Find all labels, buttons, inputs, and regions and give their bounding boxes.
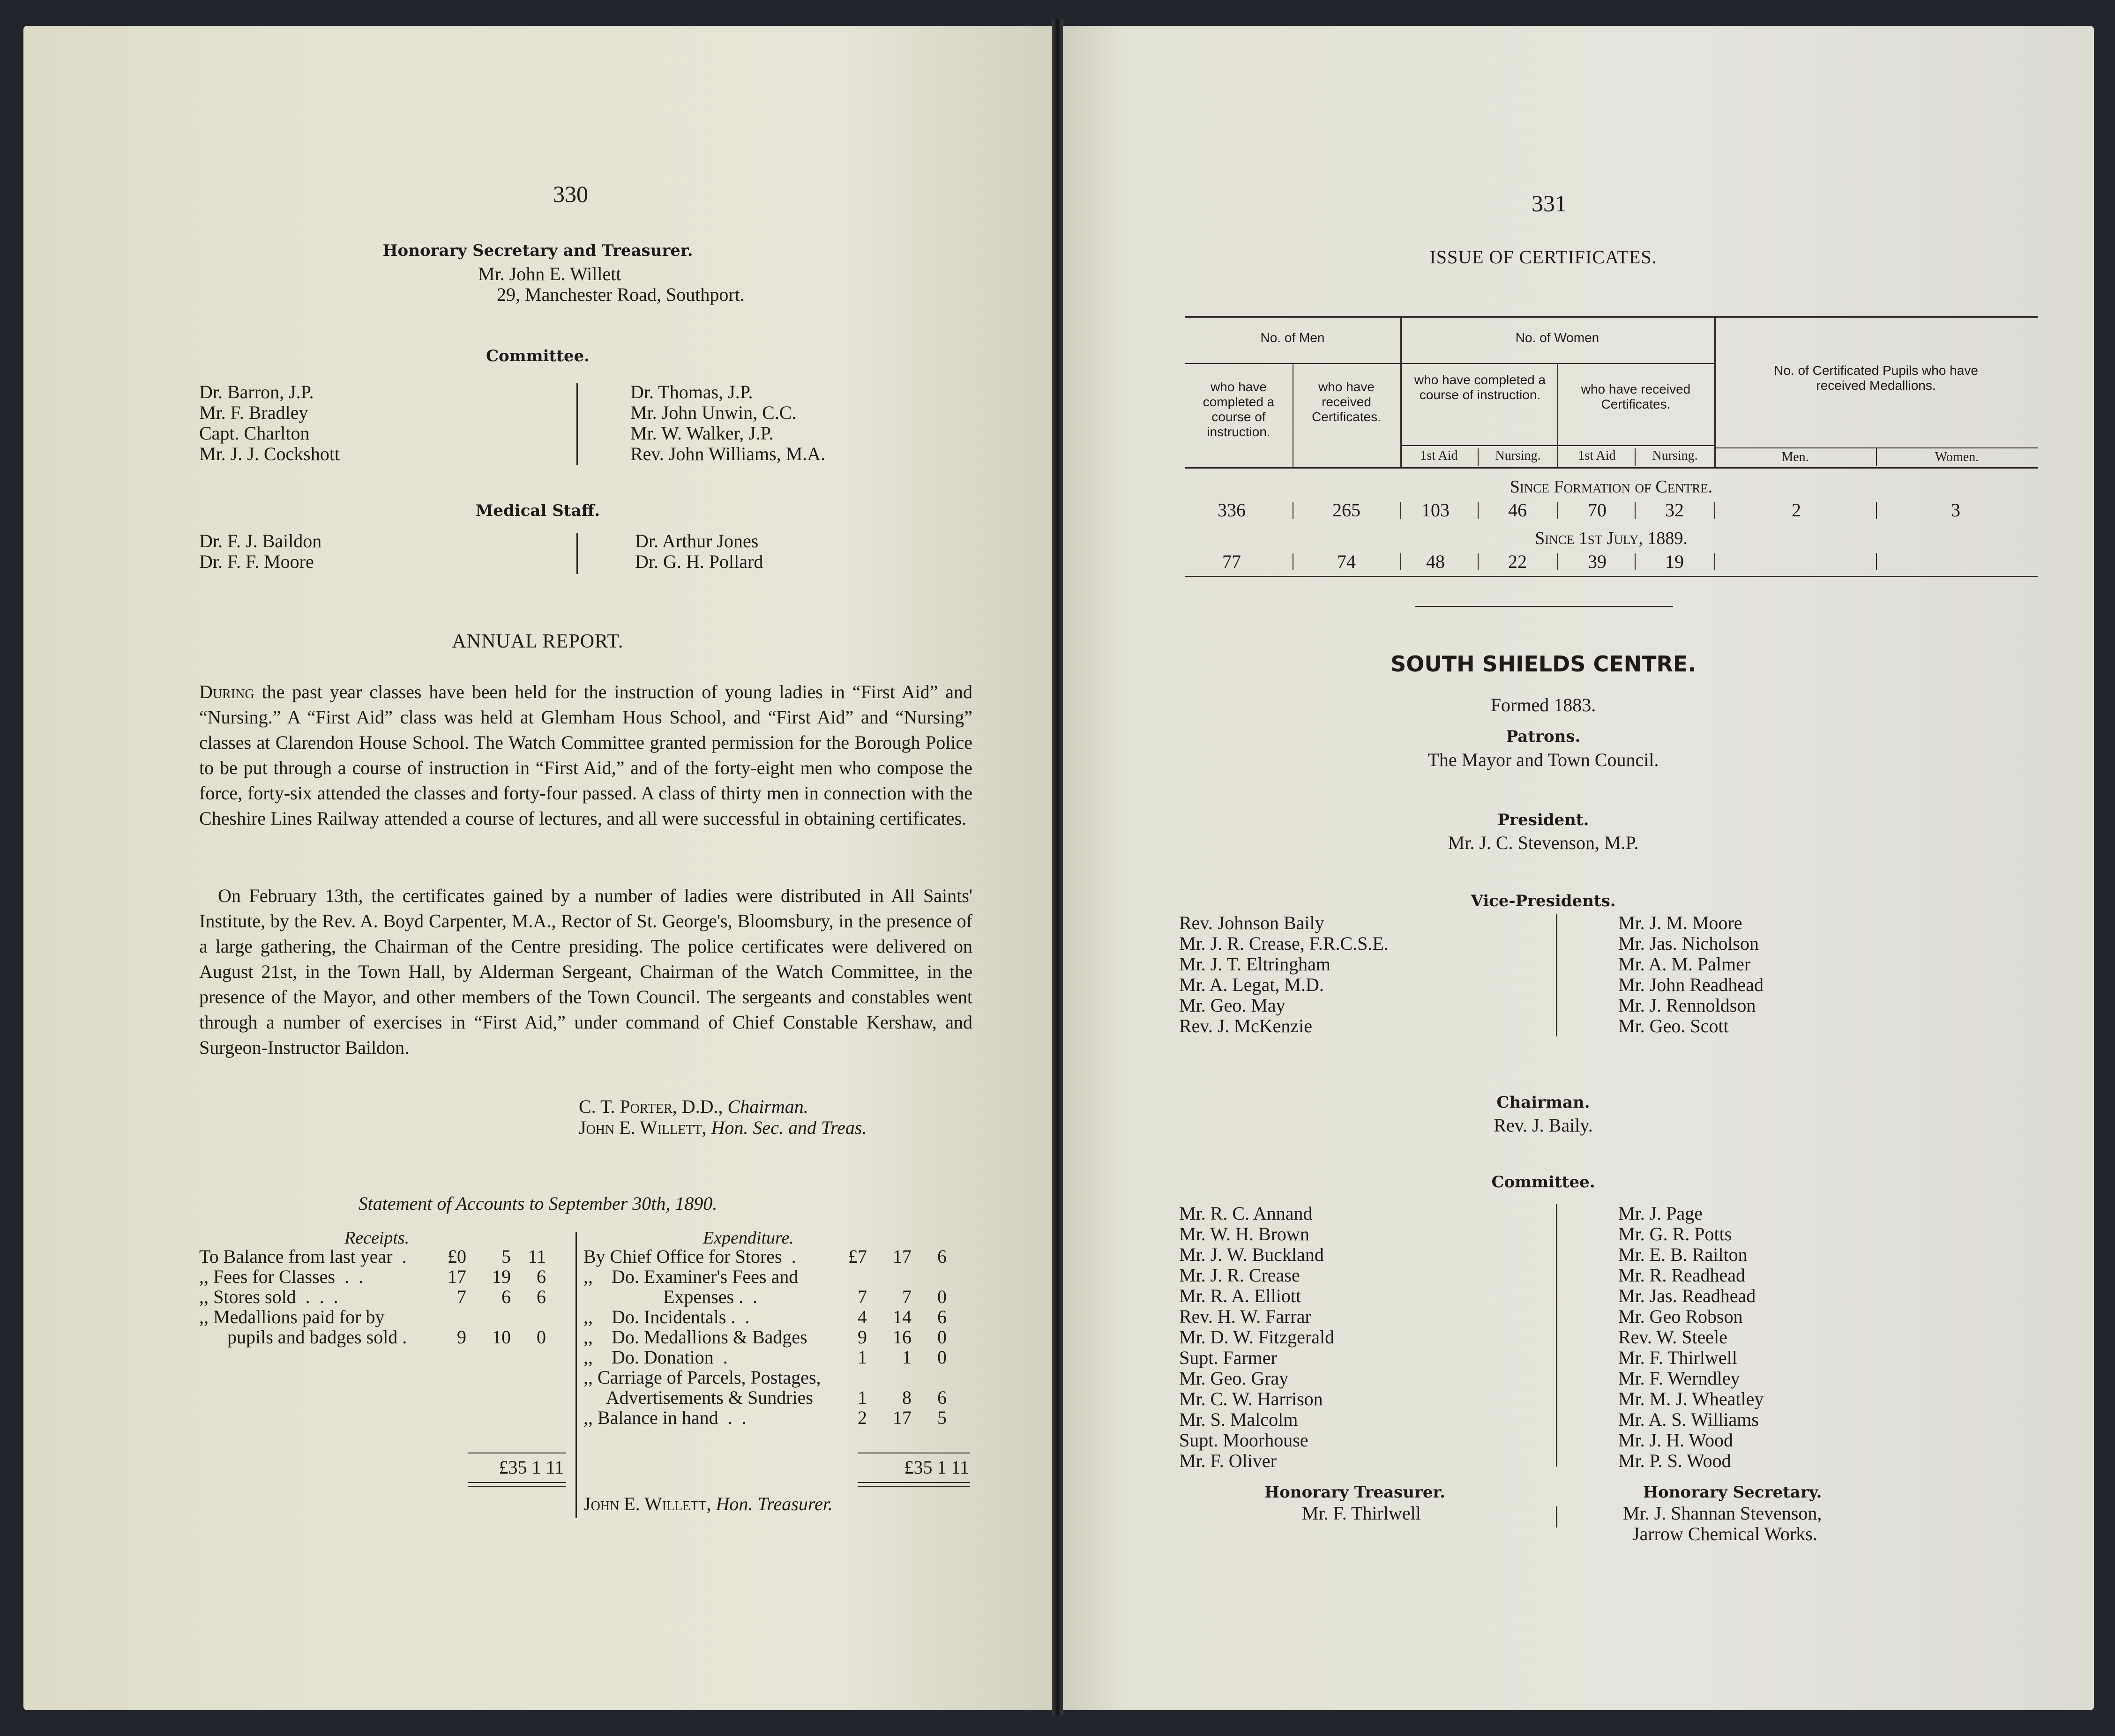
shillings-value: 7 <box>902 1286 912 1307</box>
shillings-value: 1 <box>902 1347 912 1368</box>
table-cell: 103 <box>1421 499 1450 521</box>
list-item: Mr. J. Rennoldson <box>1618 995 1756 1016</box>
shillings-value: 19 <box>492 1266 511 1287</box>
pounds-value: 9 <box>457 1326 466 1348</box>
pounds-value: £7 <box>848 1246 867 1267</box>
col-divider <box>1478 448 1479 466</box>
account-row <box>583 1347 972 1367</box>
col-divider <box>1876 448 1877 466</box>
pounds-value: 17 <box>448 1266 466 1287</box>
list-item: Mr. A. M. Palmer <box>1618 954 1751 975</box>
pence-value: 0 <box>937 1326 947 1348</box>
table-cell: 46 <box>1508 499 1527 521</box>
right-page <box>1063 26 2094 1710</box>
cell-separator <box>1635 502 1636 519</box>
list-item: Dr. F. F. Moore <box>199 551 314 572</box>
header-men-received: who have received Certificates. <box>1312 380 1381 424</box>
account-row <box>583 1367 972 1387</box>
statement-title: Statement of Accounts to September 30th, 1890. <box>358 1193 717 1214</box>
list-item: Mr. D. W. Fitzgerald <box>1179 1326 1335 1348</box>
cell-separator <box>1478 502 1479 519</box>
pounds-value: 1 <box>858 1387 867 1408</box>
page-number: 330 <box>553 181 588 207</box>
shillings-value: 6 <box>501 1286 511 1307</box>
report-paragraph-1 <box>199 679 972 831</box>
header-first-aid: 1st Aid <box>1578 448 1616 463</box>
account-row <box>199 1327 569 1347</box>
signature-name: John E. Willett, <box>579 1117 707 1138</box>
hon-secretary: Mr. J. Shannan Stevenson, <box>1623 1503 1822 1524</box>
table-cell: 74 <box>1337 551 1356 572</box>
certificates-table <box>1185 288 2038 579</box>
table-cell: 70 <box>1588 499 1607 521</box>
shillings-value: 14 <box>893 1306 912 1327</box>
account-label: Advertisements & Sundries <box>583 1387 813 1408</box>
table-cell: 22 <box>1508 551 1527 572</box>
table-row <box>1185 551 2038 574</box>
list-item: Dr. Arthur Jones <box>635 530 759 551</box>
cell-separator <box>1635 553 1636 570</box>
list-item: Mr. A. Legat, M.D. <box>1179 974 1324 995</box>
table-bottom-rule <box>1185 576 2038 577</box>
president: Mr. J. C. Stevenson, M.P. <box>1448 832 1639 853</box>
list-item: Mr. W. Walker, J.P. <box>630 423 774 444</box>
table-cell: 32 <box>1665 499 1684 521</box>
hon-sec-name: Mr. John E. Willett <box>478 263 621 284</box>
account-label: ,, Fees for Classes . . <box>199 1266 363 1287</box>
list-item: Mr. J. Page <box>1618 1203 1703 1224</box>
pounds-value: 2 <box>858 1407 867 1428</box>
since-july-label: Since 1st July, 1889. <box>1535 529 1688 548</box>
section-rule <box>1415 606 1673 607</box>
list-item: Supt. Moorhouse <box>1179 1430 1308 1451</box>
list-item: Rev. J. McKenzie <box>1179 1015 1312 1036</box>
account-row <box>583 1327 972 1347</box>
list-item: Mr. R. A. Elliott <box>1179 1285 1301 1306</box>
committee-left-list <box>1179 1203 1334 1471</box>
pence-value: 6 <box>937 1246 947 1267</box>
list-item: Mr. John Unwin, C.C. <box>630 402 797 423</box>
col-divider <box>1714 316 1716 467</box>
account-row <box>199 1307 569 1327</box>
account-label: By Chief Office for Stores . <box>583 1246 796 1267</box>
report-paragraph-1-text: the past year classes have been held for the instruction of young ladies in “First Aid” and “Nursing.” A “First Aid” class was held at Glemham Hous School, and “First Aid” and “Nursing” classes at Clarendon House School. The Watch Committee granted permission for the Borough Police to be put through a course of instruction in “First Aid,” and of the forty-eight men who compose the force, forty-six attended the classes and forty-four passed. A class of thirty men in connection with the Cheshire Lines Railway attended a course of lectures, and all were successful in obtaining certificates. <box>199 681 972 829</box>
list-item: Rev. W. Steele <box>1618 1326 1727 1348</box>
account-label: To Balance from last year . <box>199 1246 407 1267</box>
pence-value: 6 <box>937 1387 947 1408</box>
account-label: ,, Balance in hand . . <box>583 1407 747 1428</box>
committee-right-list <box>630 382 825 464</box>
col-divider <box>1400 316 1402 467</box>
cell-separator <box>1400 502 1401 519</box>
pence-value: 6 <box>537 1286 546 1307</box>
list-item: Mr. F. Thirlwell <box>1618 1347 1737 1368</box>
signature-name: C. T. Porter, D.D., <box>579 1096 723 1117</box>
account-row <box>583 1307 972 1327</box>
shillings-value: 5 <box>501 1246 511 1267</box>
list-item: Mr. J. W. Buckland <box>1179 1244 1324 1265</box>
drop-word: During <box>199 681 254 702</box>
list-item: Mr. M. J. Wheatley <box>1618 1388 1764 1409</box>
header-nursing: Nursing. <box>1652 448 1698 463</box>
list-item: Mr. J. J. Cockshott <box>199 443 340 464</box>
left-page <box>23 26 1052 1710</box>
list-item: Mr. Geo Robson <box>1618 1306 1743 1327</box>
table-header-rule <box>1185 467 2038 469</box>
header-sub-rule <box>1185 363 1714 364</box>
chairman: Rev. J. Baily. <box>1494 1115 1593 1136</box>
list-item: Mr. John Readhead <box>1618 974 1764 995</box>
total-double-rule <box>858 1482 970 1483</box>
cell-separator <box>1876 553 1877 570</box>
list-item: Mr. W. H. Brown <box>1179 1223 1309 1244</box>
annual-report-title: ANNUAL REPORT. <box>452 631 624 652</box>
chairman-heading: Chairman. <box>1496 1093 1590 1112</box>
column-divider <box>576 533 578 574</box>
shillings-value: 16 <box>893 1326 912 1348</box>
shillings-value: 17 <box>893 1407 912 1428</box>
pence-value: 0 <box>937 1286 947 1307</box>
account-row <box>583 1408 972 1428</box>
header-men-course: who have completed a course of instruction. <box>1203 380 1275 439</box>
hon-treasurer-heading: Honorary Treasurer. <box>1264 1483 1446 1502</box>
table-cell: 3 <box>1951 499 1960 521</box>
sub-header-rule <box>1400 445 1714 446</box>
pence-value: 5 <box>937 1407 947 1428</box>
account-row <box>199 1267 569 1287</box>
list-item: Mr. F. Bradley <box>199 402 308 423</box>
vice-presidents-left <box>1179 913 1389 1036</box>
account-label: ,, Do. Donation . <box>583 1347 728 1368</box>
medical-right-list <box>635 531 763 572</box>
account-row <box>583 1387 972 1408</box>
committee-left-list <box>199 382 340 464</box>
formed-date: Formed 1883. <box>1490 694 1596 715</box>
list-item: Mr. F. Werndley <box>1618 1368 1740 1389</box>
column-divider <box>1556 1506 1557 1527</box>
list-item: Dr. Thomas, J.P. <box>630 381 753 402</box>
page-number: 331 <box>1532 190 1567 216</box>
total-double-rule <box>468 1486 566 1487</box>
hon-secretary-heading: Honorary Secretary. <box>1643 1483 1822 1502</box>
account-label: ,, Medallions paid for by <box>199 1306 385 1327</box>
cell-separator <box>1478 553 1479 570</box>
shillings-value: 17 <box>893 1246 912 1267</box>
cell-separator <box>1714 553 1715 570</box>
pounds-value: £0 <box>448 1246 466 1267</box>
header-men-col: Men. <box>1781 450 1809 464</box>
account-row <box>583 1267 972 1287</box>
list-item: Mr. R. C. Annand <box>1179 1203 1313 1224</box>
list-item: Mr. J. R. Crease, F.R.C.S.E. <box>1179 933 1389 954</box>
pounds-value: 7 <box>457 1286 466 1307</box>
pence-value: 0 <box>937 1347 947 1368</box>
list-item: Mr. J. M. Moore <box>1618 912 1742 933</box>
pence-value: 11 <box>528 1246 546 1267</box>
list-item: Mr. S. Malcolm <box>1179 1409 1298 1430</box>
signature-secretary <box>579 1118 867 1138</box>
signature-role: Hon. Treasurer. <box>716 1493 833 1514</box>
header-women-received: who have received Certificates. <box>1581 382 1691 411</box>
pounds-value: 9 <box>858 1326 867 1348</box>
committee-right-list <box>1618 1203 1764 1471</box>
president-heading: President. <box>1497 811 1589 829</box>
list-item: Dr. Barron, J.P. <box>199 381 314 402</box>
report-paragraph-2: On February 13th, the certificates gained by a number of ladies were distributed in All Saints' Institute, by the Rev. A. Boyd Carpenter, M.A., Rector of St. George's, Bloomsbury, in the presence of a large gathering, the Chairman of the Centre presiding. The police certificates were delivered on August 21st, in the Town Hall, by Alderman Sergeant, Chairman of the Watch Committee, in the presence of the Mayor, and other members of the Town Council. The sergeants and constables went through a number of exercises in “First Aid,” under command of Chief Constable Kershaw, and Surgeon-Instructor Baildon. <box>199 885 972 1058</box>
header-men: No. of Men <box>1260 330 1325 345</box>
column-divider <box>1556 914 1557 1036</box>
account-label: ,, Stores sold . . . <box>199 1286 338 1307</box>
column-divider <box>1556 1204 1557 1467</box>
signature-name: John E. Willett, <box>583 1493 711 1514</box>
list-item: Rev. H. W. Farrar <box>1179 1306 1311 1327</box>
shillings-value: 8 <box>902 1387 912 1408</box>
receipts-total: £35 1 11 <box>499 1457 564 1478</box>
total-double-rule <box>468 1482 566 1483</box>
table-top-rule <box>1185 316 2038 318</box>
signature-chairman <box>579 1096 808 1117</box>
hon-sec-heading: Honorary Secretary and Treasurer. <box>382 241 693 260</box>
cell-separator <box>1557 553 1558 570</box>
table-cell: 2 <box>1792 499 1801 521</box>
list-item: Mr. E. B. Railton <box>1618 1244 1748 1265</box>
column-divider <box>576 383 578 465</box>
centre-title: SOUTH SHIELDS CENTRE. <box>1390 651 1696 677</box>
committee-heading: Committee. <box>486 347 590 365</box>
account-label: Expenses . . <box>583 1286 758 1307</box>
medical-staff-heading: Medical Staff. <box>475 501 600 520</box>
pence-value: 6 <box>937 1306 947 1327</box>
patrons: The Mayor and Town Council. <box>1427 749 1659 770</box>
shillings-value: 10 <box>492 1326 511 1348</box>
list-item: Mr. Geo. May <box>1179 995 1285 1016</box>
table-cell: 19 <box>1665 551 1684 572</box>
table-cell: 48 <box>1426 551 1445 572</box>
vice-presidents-heading: Vice-Presidents. <box>1471 892 1616 910</box>
list-item: Supt. Farmer <box>1179 1347 1277 1368</box>
cell-separator <box>1557 502 1558 519</box>
list-item: Mr. J. H. Wood <box>1618 1430 1733 1451</box>
table-cell: 77 <box>1222 551 1241 572</box>
hon-treasurer: Mr. F. Thirlwell <box>1302 1503 1421 1524</box>
pounds-value: 4 <box>858 1306 867 1327</box>
header-women-course: who have completed a course of instruction. <box>1414 373 1546 402</box>
list-item: Mr. F. Oliver <box>1179 1450 1277 1471</box>
pounds-value: 7 <box>858 1286 867 1307</box>
account-row <box>199 1287 569 1307</box>
list-item: Mr. J. T. Eltringham <box>1179 954 1330 975</box>
pounds-value: 1 <box>858 1347 867 1368</box>
header-medallions: No. of Certificated Pupils who have received Medallions. <box>1774 363 1978 393</box>
header-women: No. of Women <box>1515 330 1599 345</box>
list-item: Rev. Johnson Baily <box>1179 912 1324 933</box>
list-item: Mr. P. S. Wood <box>1618 1450 1731 1471</box>
total-double-rule <box>858 1486 970 1487</box>
signature-role: Chairman. <box>727 1096 808 1117</box>
list-item: Capt. Charlton <box>199 423 310 444</box>
account-label: ,, Carriage of Parcels, Postages, <box>583 1367 821 1388</box>
list-item: Dr. G. H. Pollard <box>635 551 763 572</box>
pence-value: 6 <box>537 1266 546 1287</box>
list-item: Mr. J. R. Crease <box>1179 1265 1300 1286</box>
list-item: Mr. Jas. Nicholson <box>1618 933 1759 954</box>
table-cell: 265 <box>1332 499 1360 521</box>
accounts-divider <box>575 1232 577 1518</box>
header-nursing: Nursing. <box>1495 448 1541 463</box>
table-row <box>1185 499 2038 522</box>
list-item: Mr. Jas. Readhead <box>1618 1285 1756 1306</box>
cell-separator <box>1876 502 1877 519</box>
list-item: Rev. John Williams, M.A. <box>630 443 826 464</box>
header-first-aid: 1st Aid <box>1420 448 1458 463</box>
patrons-heading: Patrons. <box>1506 727 1581 746</box>
book-gutter <box>1052 19 1063 1715</box>
vice-presidents-right <box>1618 913 1764 1036</box>
cell-separator <box>1400 553 1401 570</box>
medical-left-list <box>199 531 321 572</box>
table-cell: 39 <box>1588 551 1607 572</box>
account-label: ,, Do. Medallions & Badges <box>583 1326 807 1348</box>
hon-secretary-address: Jarrow Chemical Works. <box>1632 1523 1817 1544</box>
list-item: Dr. F. J. Baildon <box>199 530 322 551</box>
col-divider <box>1635 448 1636 466</box>
list-item: Mr. G. R. Potts <box>1618 1223 1732 1244</box>
pence-value: 0 <box>537 1326 546 1348</box>
list-item: Mr. C. W. Harrison <box>1179 1388 1323 1409</box>
expenditure-heading: Expenditure. <box>703 1228 794 1248</box>
list-item: Mr. A. S. Williams <box>1618 1409 1759 1430</box>
account-row <box>583 1246 972 1267</box>
expenditure-total: £35 1 11 <box>904 1457 969 1478</box>
list-item: Mr. Geo. Scott <box>1618 1015 1729 1036</box>
account-label: ,, Do. Incidentals . . <box>583 1306 750 1327</box>
since-formation-label: Since Formation of Centre. <box>1510 477 1713 497</box>
account-row <box>199 1246 569 1267</box>
list-item: Mr. R. Readhead <box>1618 1265 1746 1286</box>
hon-sec-address: 29, Manchester Road, Southport. <box>497 284 745 305</box>
header-women-col: Women. <box>1935 450 1979 464</box>
table-title: ISSUE OF CERTIFICATES. <box>1429 246 1657 268</box>
account-row <box>583 1287 972 1307</box>
committee-heading: Committee. <box>1491 1173 1595 1192</box>
signature-role: Hon. Sec. and Treas. <box>711 1117 867 1138</box>
table-cell: 336 <box>1218 499 1246 521</box>
list-item: Mr. Geo. Gray <box>1179 1368 1289 1389</box>
treasurer-signature <box>583 1494 833 1514</box>
cell-separator <box>1714 502 1715 519</box>
receipts-heading: Receipts. <box>344 1228 410 1248</box>
account-label: pupils and badges sold . <box>199 1326 407 1348</box>
account-label: ,, Do. Examiner's Fees and <box>583 1266 799 1287</box>
